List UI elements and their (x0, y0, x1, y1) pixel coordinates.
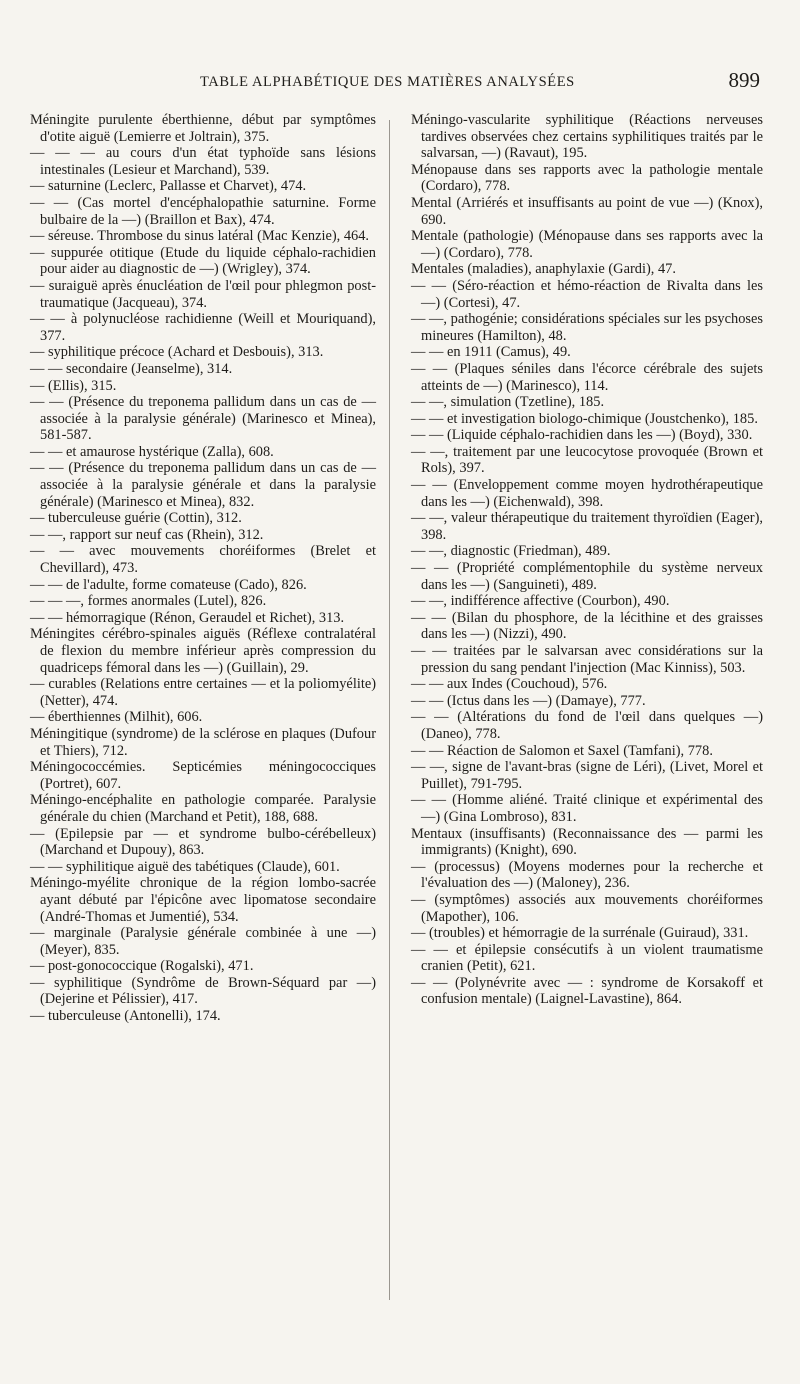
index-entry: — — secondaire (Jeanselme), 314. (30, 360, 233, 377)
index-entry: — —, valeur thérapeutique du traitement thyroïdien (Eager), 398. (411, 510, 763, 543)
index-entry: — tuberculeuse (Antonelli), 174. (30, 1008, 221, 1025)
index-entry: — —, pathogénie; considérations spéciales sur les psychoses mineures (Hamilton), 48. (411, 311, 763, 344)
index-entry: Méningite purulente éberthienne, début par symptômes d'otite aiguë (Lemierre et Joltrain), 375. (30, 112, 376, 145)
index-entry: Mental (Arriérés et insuffisants au point de vue —) (Knox), 690. (411, 194, 763, 228)
running-title: TABLE ALPHABÉTIQUE DES MATIÈRES ANALYSÉES (200, 74, 575, 90)
index-entry: — — en 1911 (Camus), 49. (411, 344, 571, 361)
index-entry: — — (Cas mortel d'encéphalopathie saturnine. Forme bulbaire de la —) (Braillon et Bax), 474. (30, 194, 376, 228)
column-divider (389, 120, 390, 1300)
index-entry: — — —, formes anormales (Lutel), 826. (30, 593, 267, 610)
index-entry: — (troubles) et hémorragie de la surrénale (Guiraud), 331. (411, 925, 749, 942)
index-entry: — séreuse. Thrombose du sinus latéral (Mac Kenzie), 464. (30, 228, 370, 245)
index-entry: Méningo-vascularite syphilitique (Réactions nerveuses tardives observées chez certains syphilitiques traités par le salvarsan, —) (Ravaut), 195. (411, 112, 763, 162)
index-entry: Méningites cérébro-spinales aiguës (Réflexe contralatéral de flexion du membre inférieur après compression du quadriceps fémoral dans les —) (Guillain), 29. (30, 626, 376, 676)
index-entry: — —, rapport sur neuf cas (Rhein), 312. (30, 526, 264, 543)
index-entry: — —, signe de l'avant-bras (signe de Léri), (Livet, Morel et Puillet), 791-795. (411, 759, 763, 792)
index-entry: — éberthiennes (Milhit), 606. (30, 709, 203, 726)
index-entry: — — avec mouvements choréiformes (Brelet et Chevillard), 473. (30, 543, 376, 577)
index-entry: — —, diagnostic (Friedman), 489. (411, 543, 611, 560)
index-entry: — marginale (Paralysie générale combinée à une —) (Meyer), 835. (30, 925, 376, 958)
index-entry: — — (Plaques séniles dans l'écorce cérébrale des sujets atteints de —) (Marinesco), 114. (411, 360, 763, 394)
right-column (411, 112, 763, 1008)
page-header (32, 64, 760, 100)
index-entry: Mentale (pathologie) (Ménopause dans ses rapports avec la —) (Cordaro), 778. (411, 228, 763, 261)
index-entry: — saturnine (Leclerc, Pallasse et Charvet), 474. (30, 178, 307, 195)
index-entry: Méningo-myélite chronique de la région lombo-sacrée ayant débuté par l'épicône avec lipomatose secondaire (André-Thomas et Jumentié), 534. (30, 875, 376, 925)
index-entry: — — (Propriété complémentophile du système nerveux dans les —) (Sanguineti), 489. (411, 560, 763, 593)
page-number: 899 (728, 68, 760, 92)
index-entry: — — (Polynévrite avec — : syndrome de Korsakoff et confusion mentale) (Laignel-Lavastine), 864. (411, 974, 763, 1008)
index-entry: — — (Bilan du phosphore, de la lécithine et des graisses dans les —) (Nizzi), 490. (411, 609, 763, 643)
index-entry: Méningitique (syndrome) de la sclérose en plaques (Dufour et Thiers), 712. (30, 725, 376, 759)
index-entry: — — à polynucléose rachidienne (Weill et Mouriquand), 377. (30, 311, 376, 344)
index-entry: — — (Présence du treponema pallidum dans un cas de — associée à la paralysie générale) (Marinesco et Minea), 581-587. (30, 394, 376, 444)
index-entry: — suraiguë après énucléation de l'œil pour phlegmon post-traumatique (Jacqueau), 374. (30, 277, 376, 311)
index-entry: — — et épilepsie consécutifs à un violent traumatisme cranien (Petit), 621. (411, 941, 763, 975)
index-entry: — —, simulation (Tzetline), 185. (411, 394, 605, 411)
index-entry: Mentales (maladies), anaphylaxie (Gardi), 47. (411, 261, 676, 278)
index-entry: — — aux Indes (Couchoud), 576. (411, 676, 608, 693)
index-entry: — post-gonococcique (Rogalski), 471. (30, 958, 254, 975)
index-entry: — — (Séro-réaction et hémo-réaction de Rivalta dans les —) (Cortesi), 47. (411, 277, 763, 311)
index-entry: — — traitées par le salvarsan avec considérations sur la pression du sang pendant l'injection (Mac Kinniss), 503. (411, 643, 763, 676)
index-entry: — syphilitique précoce (Achard et Desbouis), 313. (30, 344, 324, 361)
index-entry: — — syphilitique aiguë des tabétiques (Claude), 601. (30, 858, 340, 875)
index-entry: — —, traitement par une leucocytose provoquée (Brown et Rols), 397. (411, 443, 763, 477)
index-entry: — suppurée otitique (Etude du liquide céphalo-rachidien pour aider au diagnostic de —) (Wrigley), 374. (30, 244, 376, 278)
index-entry: Mentaux (insuffisants) (Reconnaissance des — parmi les immigrants) (Knight), 690. (411, 825, 763, 859)
index-entry: — (symptômes) associés aux mouvements choréiformes (Mapother), 106. (411, 891, 763, 925)
index-entry: — syphilitique (Syndrôme de Brown-Séquard par —) (Dejerine et Pélissier), 417. (30, 974, 376, 1008)
index-entry: — — et amaurose hystérique (Zalla), 608. (30, 443, 274, 460)
index-entry: — — hémorragique (Rénon, Geraudel et Richet), 313. (30, 609, 345, 626)
index-entry: — — Réaction de Salomon et Saxel (Tamfani), 778. (411, 742, 713, 759)
index-entry: — curables (Relations entre certaines — et la poliomyélite) (Netter), 474. (30, 676, 376, 709)
index-entry: — tuberculeuse guérie (Cottin), 312. (30, 510, 242, 527)
index-entry: — — (Ictus dans les —) (Damaye), 777. (411, 692, 646, 709)
index-entry: — —, indifférence affective (Courbon), 490. (411, 593, 670, 610)
index-entry: — — (Présence du treponema pallidum dans un cas de — associée à la paralysie générale et dans la paralysie générale) (Marinesco et Minea), 832. (30, 460, 376, 510)
index-entry: — (processus) (Moyens modernes pour la recherche et l'évaluation des —) (Maloney), 236. (411, 858, 763, 892)
index-entry: — — (Altérations du fond de l'œil dans quelques —) (Daneo), 778. (411, 709, 763, 742)
index-entry: Méningococcémies. Septicémies méningococciques (Portret), 607. (30, 759, 376, 792)
left-column (30, 112, 376, 1025)
index-entry: — — (Liquide céphalo-rachidien dans les —) (Boyd), 330. (411, 427, 753, 444)
index-entry: — — de l'adulte, forme comateuse (Cado), 826. (30, 576, 307, 593)
index-entry: — (Ellis), 315. (30, 377, 117, 394)
index-entry: Ménopause dans ses rapports avec la pathologie mentale (Cordaro), 778. (411, 161, 763, 195)
index-entry: — (Epilepsie par — et syndrome bulbo-cérébelleux) (Marchand et Dupouy), 863. (30, 825, 376, 859)
index-entry: — — — au cours d'un état typhoïde sans lésions intestinales (Lesieur et Marchand), 539. (30, 145, 376, 178)
index-entry: — — (Homme aliéné. Traité clinique et expérimental des —) (Gina Lombroso), 831. (411, 792, 763, 825)
index-entry: — — (Enveloppement comme moyen hydrothérapeutique dans les —) (Eichenwald), 398. (411, 477, 763, 510)
index-entry: — — et investigation biologo-chimique (Joustchenko), 185. (411, 410, 758, 427)
index-entry: Méningo-encéphalite en pathologie comparée. Paralysie générale du chien (Marchand et Petit), 188, 688. (30, 792, 376, 825)
